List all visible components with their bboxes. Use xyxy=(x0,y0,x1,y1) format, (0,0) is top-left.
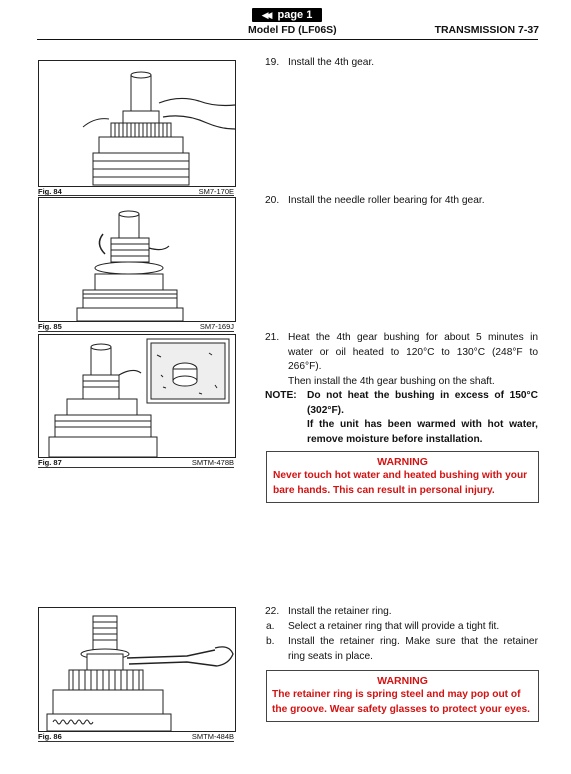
step-19-number: 19. xyxy=(265,57,280,68)
step-21-body xyxy=(288,331,538,389)
figure-86-code: SMTM-484B xyxy=(191,732,234,741)
step-22b-line-2: ring seats in place. xyxy=(288,650,373,662)
step-19-text: Install the 4th gear. xyxy=(288,57,375,68)
step-22b-label: b. xyxy=(266,636,275,647)
figure-87-code: SMTM-478B xyxy=(191,458,234,467)
figure-87-illustration xyxy=(38,334,236,458)
step-22b-body xyxy=(288,635,538,664)
figure-85-caption-rule xyxy=(38,331,234,332)
section-heading: TRANSMISSION 7-37 xyxy=(434,24,539,36)
step-21-line-3: 266°F). xyxy=(288,361,322,372)
warning2-line-1: The retainer ring is spring steel and may pop out of xyxy=(272,689,521,700)
warning2-line-2: the groove. Wear safety glasses to protect your eyes. xyxy=(272,703,530,715)
step-22a-label: a. xyxy=(266,621,275,632)
figure-86-illustration xyxy=(38,607,236,732)
warning-title: WARNING xyxy=(377,456,428,468)
figure-84-caption-rule xyxy=(38,195,234,196)
note-body xyxy=(307,389,538,447)
figure-84-illustration xyxy=(38,60,236,187)
warning-title-2: WARNING xyxy=(377,675,428,687)
header-rule xyxy=(37,39,538,40)
figure-87-caption: Fig. 87 xyxy=(38,458,62,467)
note-line-2: (302°F). xyxy=(307,404,344,416)
figure-85-illustration xyxy=(38,197,236,322)
step-22b-line-1: Install the retainer ring. Make sure that the retainer xyxy=(288,636,538,647)
note-label: NOTE: xyxy=(265,390,297,401)
step-22 xyxy=(265,605,392,620)
warning-line-1: Never touch hot water and heated bushing with your xyxy=(273,470,528,481)
page-1-link-button[interactable] xyxy=(252,8,322,22)
step-20 xyxy=(265,194,485,209)
note-line-3: If the unit has been warmed with hot water, xyxy=(307,419,538,430)
figure-85-code: SM7-169J xyxy=(199,322,234,331)
figure-87-caption-rule xyxy=(38,467,234,468)
note-line-1: Do not heat the bushing in excess of 150°C xyxy=(307,390,538,401)
model-heading: Model FD (LF06S) xyxy=(248,24,337,36)
step-22-text: Install the retainer ring. xyxy=(288,606,392,617)
page-link-label: page 1 xyxy=(277,9,313,21)
step-19 xyxy=(265,56,374,71)
step-21-line-1: Heat the 4th gear bushing for about 5 minutes in xyxy=(288,332,538,343)
step-21-number: 21. xyxy=(265,332,280,343)
figure-86-caption-rule xyxy=(38,741,234,742)
step-20-number: 20. xyxy=(265,195,280,206)
figure-86-caption: Fig. 86 xyxy=(38,732,62,741)
step-21-line-4: Then install the 4th gear bushing on the shaft. xyxy=(288,375,495,387)
warning-box-retainer-ring xyxy=(266,670,539,722)
figure-84-code: SM7-170E xyxy=(198,187,234,196)
figure-84-caption: Fig. 84 xyxy=(38,187,62,196)
figure-85-caption: Fig. 85 xyxy=(38,322,62,331)
double-left-arrow-icon: ◀◀ xyxy=(261,9,270,20)
warning-box-hot-bushing xyxy=(266,451,539,503)
warning-line-2: bare hands. This can result in personal injury. xyxy=(273,484,495,496)
step-22-number: 22. xyxy=(265,606,280,617)
step-21-line-2: water or oil heated to 120°C to 130°C (248°F to xyxy=(288,346,538,358)
step-22a-text: Select a retainer ring that will provide a tight fit. xyxy=(288,621,500,632)
note-line-4: remove moisture before installation. xyxy=(307,433,483,445)
step-20-text: Install the needle roller bearing for 4th gear. xyxy=(288,195,485,206)
